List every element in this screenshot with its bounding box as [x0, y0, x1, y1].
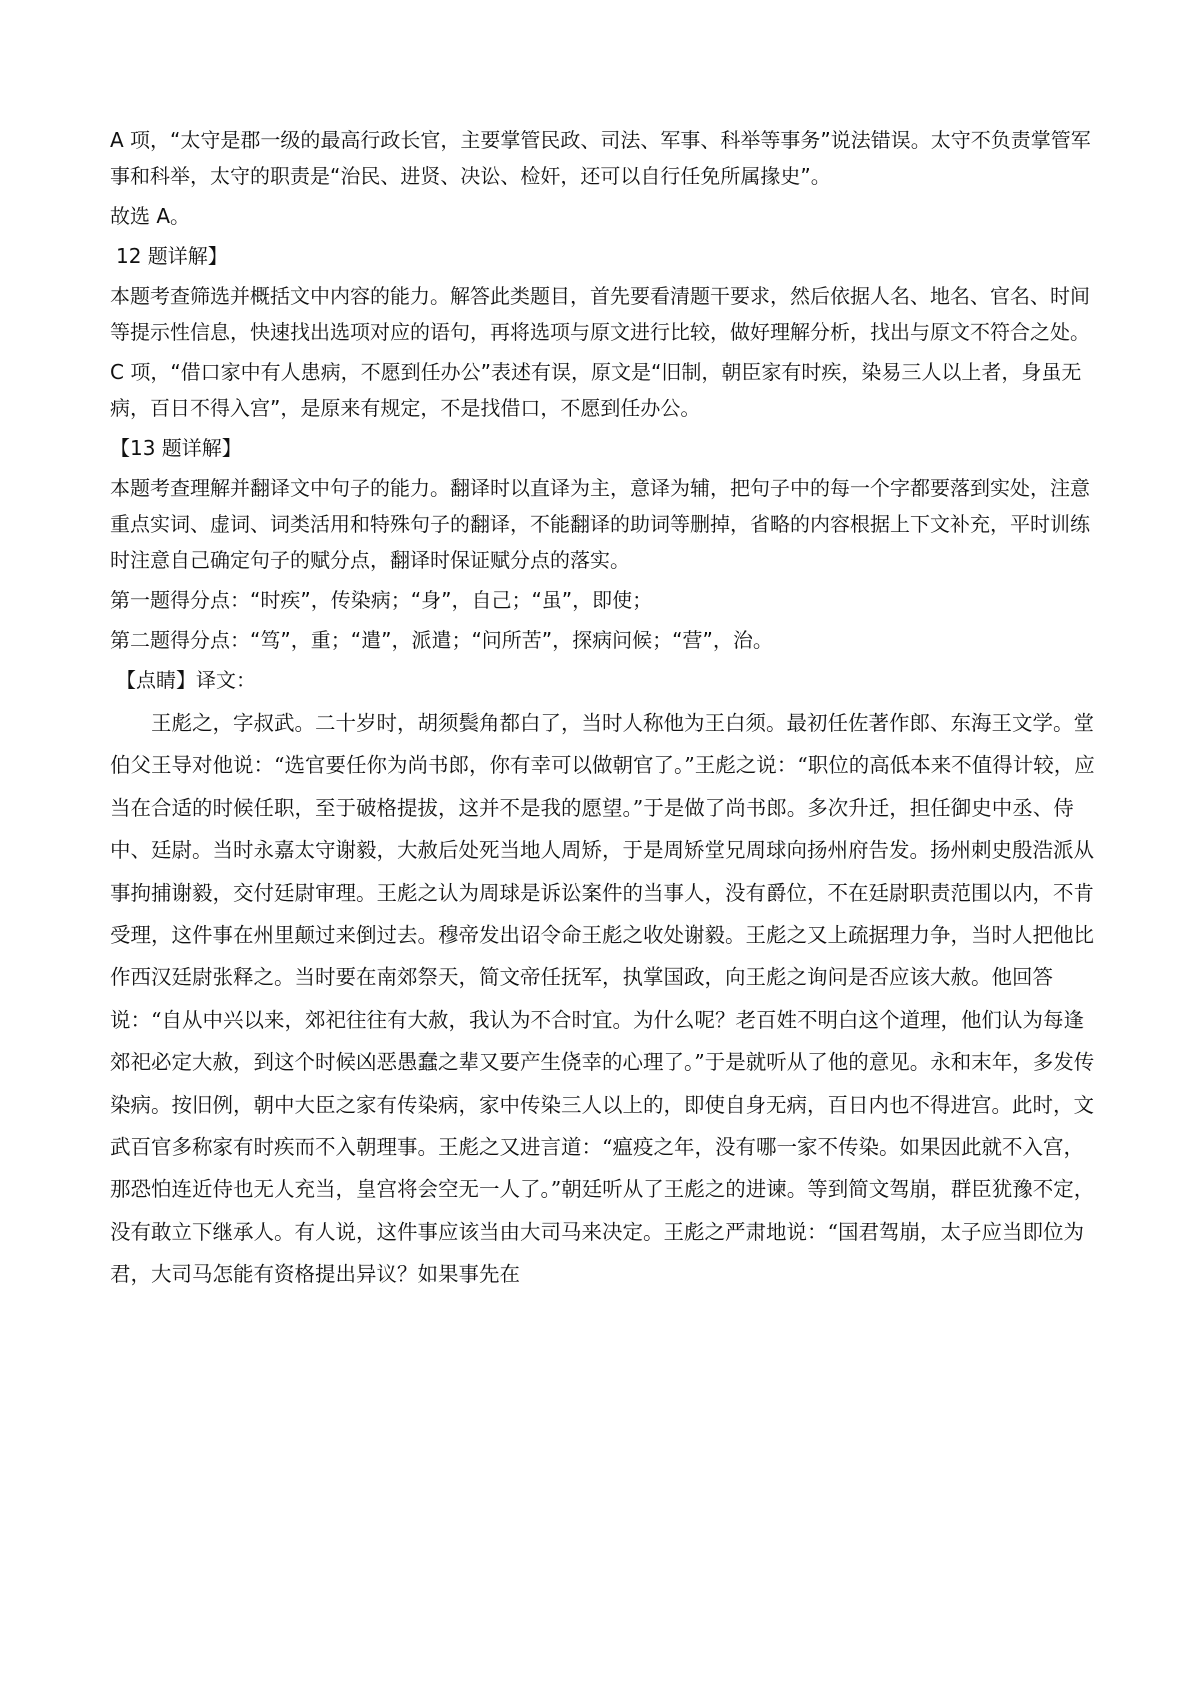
translation-paragraph: 王彪之，字叔武。二十岁时，胡须鬓角都白了，当时人称他为王白须。最初任佐著作郎、东海王文学。堂伯父王导对他说：“选官要任你为尚书郎，你有幸可以做朝官了。”王彪之说：“职位的高低本来不值得计较，应当在合适的时候任职，至于破格提拔，这并不是我的愿望。”于是做了尚书郎。多次升迁，担任御史中丞、侍中、廷尉。当时永嘉太守谢毅，大赦后处死当地人周矫，于是周矫堂兄周球向扬州府告发。扬州刺史殷浩派从事拘捕谢毅，交付廷尉审理。王彪之认为周球是诉讼案件的当事人，没有爵位，不在廷尉职责范围以内，不肯受理，这件事在州里颠过来倒过去。穆帝发出诏令命王彪之收处谢毅。王彪之又上疏据理力争，当时人把他比作西汉廷尉张释之。当时要在南郊祭天，简文帝任抚军，执掌国政，向王彪之询问是否应该大赦。他回答说：“自从中兴以来，郊祀往往有大赦，我认为不合时宜。为什么呢？老百姓不明白这个道理，他们认为每逢郊祀必定大赦，到这个时候凶恶愚蠢之辈又要产生侥幸的心理了。”于是就听从了他的意见。永和末年，多发传染病。按旧例，朝中大臣之家有传染病，家中传染三人以上的，即使自身无病，百日内也不得进宫。此时，文武百官多称家有时疾而不入朝理事。王彪之又进言道：“瘟疫之年，没有哪一家不传染。如果因此就不入宫，那恐怕连近侍也无人充当，皇宫将会空无一人了。”朝廷听从了王彪之的进谏。等到简文驾崩，群臣犹豫不定，没有敢立下继承人。有人说，这件事应该当由大司马来决定。王彪之严肃地说：“国君驾崩，太子应当即位为君，大司马怎能有资格提出异议？如果事先在: [110, 711, 1095, 1287]
answer-11-conclusion: 故选 A。: [110, 204, 191, 228]
answer-12-option-c-paragraph: C 项，“借口家中有人患病，不愿到任办公”表述有误，原文是“旧制，朝臣家有时疾，染易三人以上者，身虽无病，百日不得入宫”，是原来有规定，不是找借口，不愿到任办公。: [110, 360, 1082, 420]
question-12-heading: 12 题详解】: [116, 244, 228, 268]
document-page: [110, 122, 1100, 1296]
answer-13-second-points: 第二题得分点：“笃”，重；“遣”，派遣；“问所苦”，探病问候；“营”，治。: [110, 628, 773, 652]
translation-label: 【点睛】译文：: [116, 668, 256, 692]
answer-13-method-paragraph: 本题考查理解并翻译文中句子的能力。翻译时以直译为主，意译为辅，把句子中的每一个字都要落到实处，注意重点实词、虚词、词类活用和特殊句子的翻译，不能翻译的助词等删掉，省略的内容根据上下文补充，平时训练时注意自己确定句子的赋分点，翻译时保证赋分点的落实。: [110, 476, 1090, 572]
answer-12-method-paragraph: 本题考查筛选并概括文中内容的能力。解答此类题目，首先要看清题干要求，然后依据人名、地名、官名、时间等提示性信息，快速找出选项对应的语句，再将选项与原文进行比较，做好理解分析，找出与原文不符合之处。: [110, 284, 1090, 344]
question-13-heading: 【13 题详解】: [110, 436, 242, 460]
answer-11-option-a-paragraph: A 项，“太守是郡一级的最高行政长官，主要掌管民政、司法、军事、科举等事务”说法错误。太守不负责掌管军事和科举，太守的职责是“治民、进贤、决讼、检奸，还可以自行任免所属掾史”。: [110, 128, 1091, 188]
answer-13-first-points: 第一题得分点：“时疾”，传染病；“身”，自己；“虽”，即使；: [110, 588, 653, 612]
